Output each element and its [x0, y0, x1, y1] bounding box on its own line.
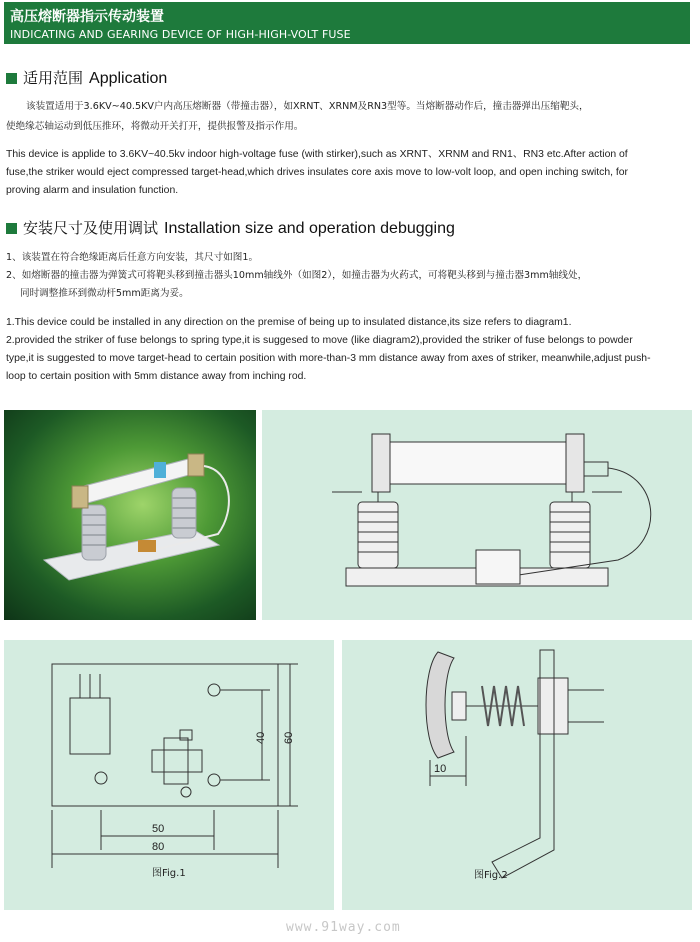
product-photo: [4, 410, 256, 620]
fig1-dim-50: 50: [152, 823, 165, 835]
install-en-2b: type,it is suggested to move target-head to certain position with more-than-3 mm distance away from axes of striker, meanwhile,adjust push-: [6, 353, 651, 364]
assembly-drawing-panel: [262, 410, 692, 620]
product-illustration: [4, 410, 256, 620]
install-en-2c: loop to certain position with 5mm distance away from inching rod.: [6, 371, 307, 382]
install-en-1: 1.This device could be installed in any direction on the premise of being up to insulated distance,its size refers to diagram1.: [6, 317, 572, 328]
section-square-icon: [6, 223, 17, 234]
section-square-icon: [6, 73, 17, 84]
fig2-drawing: [342, 640, 692, 910]
watermark-text: www.91way.com: [286, 920, 401, 935]
fig1-drawing: [4, 640, 334, 910]
application-en-line3: proving alarm and insulation function.: [6, 185, 179, 196]
install-zh-2a: 2、如熔断器的撞击器为弹簧式可将靶头移到撞击器头10mm轴线外（如图2），如撞击器为火药式，可将靶头移到与撞击器3mm轴线处，: [6, 270, 588, 281]
section-title-en: Application: [89, 70, 168, 87]
install-en-2a: 2.provided the striker of fuse belongs to spring type,it is suggesed to move (like diagram2),provided the striker of fuse belongs to powder: [6, 335, 633, 346]
section-title-en: Installation size and operation debugging: [164, 220, 455, 237]
application-zh-line1: 该装置适用于3.6KV~40.5KV户内高压熔断器（带撞击器），如XRNT、XRNM及RN3型等。当熔断器动作后，撞击器弹出压缩靶头，: [26, 101, 589, 112]
section-title-zh: 安装尺寸及使用调试: [23, 219, 159, 237]
fig2-panel: [342, 640, 692, 910]
fig1-panel: [4, 640, 334, 910]
fig1-dim-80: 80: [152, 841, 165, 853]
fig1-dim-60: 60: [283, 731, 295, 744]
fig2-dim-10: 10: [434, 763, 447, 775]
header-title-en: INDICATING AND GEARING DEVICE OF HIGH-HIGH-VOLT FUSE: [10, 28, 351, 41]
install-zh-2b: 同时调整推环到微动杆5mm距离为妥。: [20, 288, 189, 299]
section-installation-heading: [6, 217, 455, 238]
application-zh-line2: 使绝缘芯轴运动到低压推环，将微动开关打开，提供报警及指示作用。: [6, 121, 304, 132]
application-en-line2: fuse,the striker would eject compressed target-head,which drives insulates core axis move to low-volt loop, and open inching switch, for: [6, 167, 629, 178]
fig1-dim-40: 40: [255, 731, 267, 744]
assembly-drawing: [262, 410, 692, 620]
section-application-heading: [6, 67, 167, 88]
install-zh-1: 1、该装置在符合绝缘距离后任意方向安装，其尺寸如图1。: [6, 252, 259, 263]
header-title-zh: 高压熔断器指示传动装置: [10, 9, 164, 25]
header-banner: [4, 2, 690, 44]
fig1-caption: 图Fig.1: [152, 868, 186, 879]
application-en-line1: This device is applide to 3.6KV~40.5kv indoor high-voltage fuse (with stirker),such as XRNT、XRNM and RN1、RN3 etc.After action of: [6, 149, 628, 160]
section-title-zh: 适用范围: [23, 69, 84, 87]
fig2-caption: 图Fig.2: [474, 870, 508, 881]
